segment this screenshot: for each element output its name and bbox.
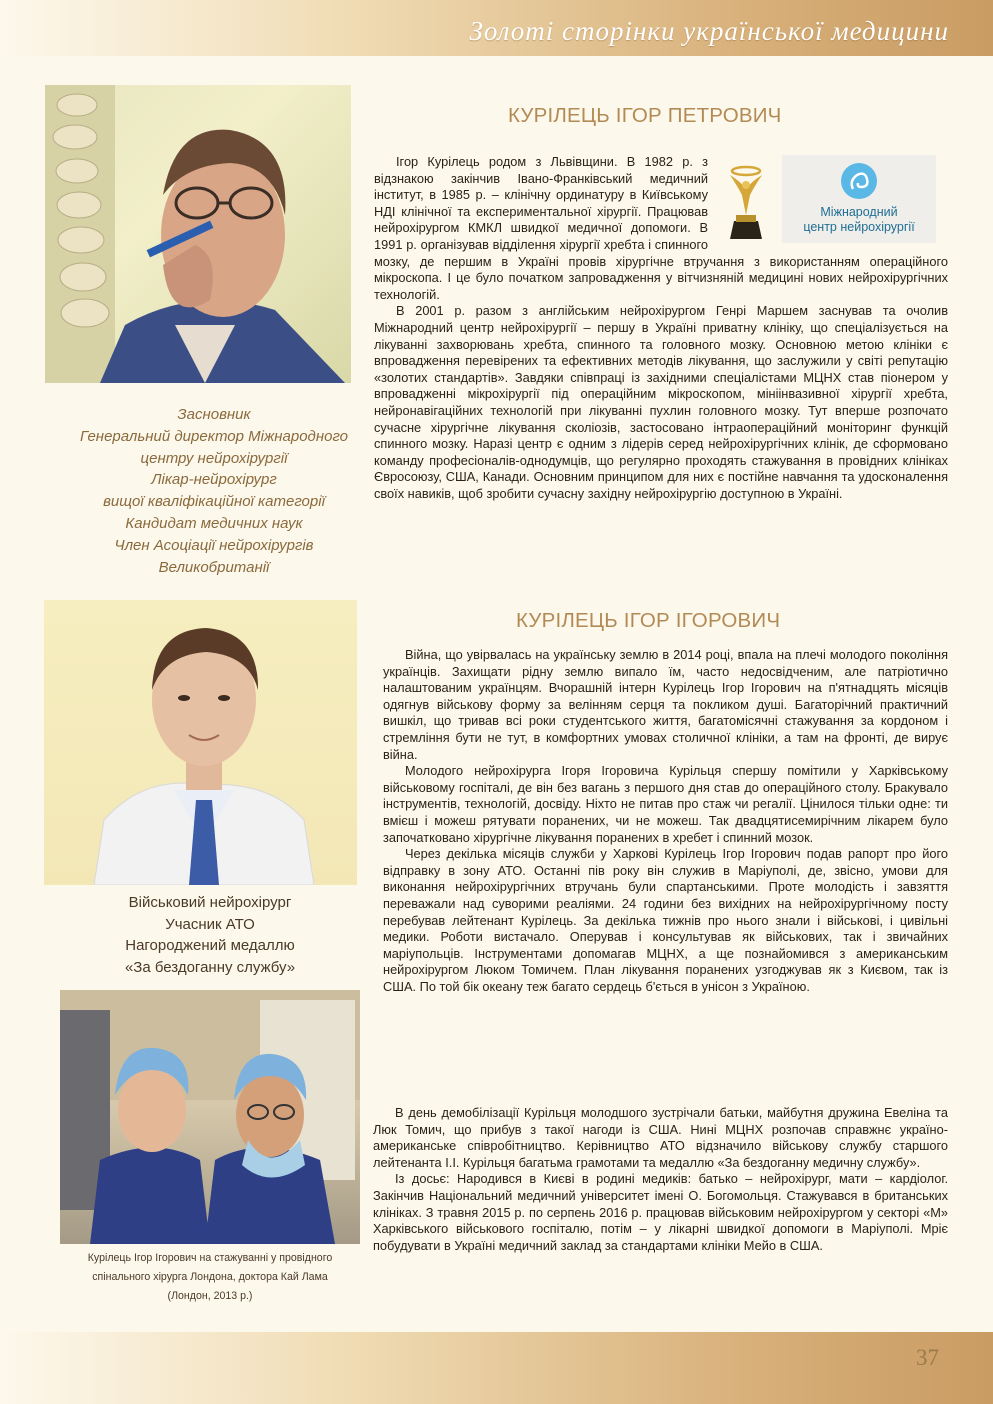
logo-line: Міжнародний xyxy=(820,205,898,219)
person2-bio-part2 xyxy=(373,1105,948,1254)
portrait-ihor-petrovych xyxy=(45,85,351,383)
logos xyxy=(716,155,948,245)
title-line: Військовий нейрохірург xyxy=(128,894,292,911)
neurosurgery-center-logo xyxy=(782,155,936,243)
footer-band xyxy=(0,1332,993,1404)
title-line: Генеральний директор Міжнародного xyxy=(79,427,349,445)
title-line: «За бездоганну службу» xyxy=(124,958,296,976)
bio-paragraph: Ігор Курілець родом з Львівщини. В 1982 р. з відзнакою закінчив Івано-Франківський медичний інститут, в 1985 р. – клінічну ординатуру в Київському НДІ клінічної та експериментальної хірургії. Працював нейрохірургом КМКЛ швидкої медичної допомоги. В 1991 р. організував відділення хірургії хребта і спинного мозку, де першим в Україні провів хірургічне втручання з використанням операційного мікроскопа. І це було початком запровадження у вітчизняній медицині нових нейрохірургічних технологій. xyxy=(374,154,948,302)
title-line: Нагороджений медаллю xyxy=(125,937,295,954)
bio-paragraph: Із досьє: Народився в Києві в родині медиків: батько – нейрохірург, мати – кардіолог. Закінчив Національний медичний університет імені О. Богомольця. Стажувався в британських клініках. З травня 2015 р. по серпень 2016 р. працював військовим нейрохірургом у секторі «М» Харківського військового госпіталю, потім – у лікарні швидкої допомоги в Маріуполі. Мріє побудувати в Україні медичний заклад за стандартами клініки Мейо в США. xyxy=(373,1171,948,1253)
header-title: Золоті сторінки української медицини xyxy=(469,16,949,46)
bio-paragraph: Молодого нейрохірурга Ігоря Ігоровича Курільця спершу помітили у Харківському військовому госпіталі, де він без вагань з першого дня став до операційного столу. Бракувало інструментів, технологій, досвіду. Ніхто не питав про стаж чи регалії. Цінилося тільки одне: ти вмієш і можеш рятувати поранених, чи не можеш. Так двадцятисемирічним лікарем було започатковано хірургічне лікування поранених в хребет і спинний мозок. xyxy=(383,763,948,845)
title-line: Лікар-нейрохірург xyxy=(151,471,277,489)
caption-line: Курілець Ігор Ігорович на стажуванні у провідного xyxy=(87,1252,333,1264)
title-line: Засновник xyxy=(177,406,251,423)
title-line: вищої кваліфікаційної категорії xyxy=(103,493,325,511)
title-line: Великобританії xyxy=(158,558,270,576)
photo-surgeons-london xyxy=(60,990,360,1244)
title-line: Член Асоціації нейрохірургів xyxy=(114,536,314,554)
caption-line: (Лондон, 2013 р.) xyxy=(167,1290,253,1302)
portrait-ihor-ihorovych xyxy=(44,600,357,885)
person2-titles xyxy=(60,892,360,978)
photo3-caption xyxy=(40,1249,380,1306)
logo-line: центр нейрохірургії xyxy=(803,220,915,234)
title-line: Учасник АТО xyxy=(165,915,255,933)
person2-name-heading: КУРІЛЕЦЬ ІГОР ІГОРОВИЧ xyxy=(516,609,781,632)
person1-bio xyxy=(374,154,948,502)
title-line: Кандидат медичних наук xyxy=(125,514,303,532)
person2-bio-part1 xyxy=(383,647,948,995)
bio-paragraph: В день демобілізації Курільця молодшого зустрічали батьки, майбутня дружина Евеліна та Люк Томич, що прибув з такої нагоди із США. Нині МЦНХ розпочав справжнє україно-американське співробітництво. Керівництво АТО відзначило військову службу старшого лейтенанта І.І. Курільця багатьма грамотами та медаллю «За бездоганну медичну службу». xyxy=(373,1105,948,1170)
caption-line: спінального хірурга Лондона, доктора Кай Лама xyxy=(92,1271,328,1283)
person1-name-heading: КУРІЛЕЦЬ ІГОР ПЕТРОВИЧ xyxy=(508,104,782,127)
bio-paragraph: Війна, що увірвалась на українську землю в 2014 році, впала на плечі молодого покоління українців. Захищати рідну землю випало їм, часто недосвідченим, але патріотично налаштованим українцям. Вчорашній інтерн Курілець Ігор Ігорович на п'ятнадцять місяців одягнув військову форму за велінням серця та покликом душі. Багаторічний практичний вишкіл, що тривав всі роки студентського життя, багатомісячні стажування за кордоном і стремління бути не тут, в комфортних умовах столичної клініки, а там на фронті, де вирує війна. xyxy=(383,647,948,762)
person1-titles xyxy=(40,404,388,578)
emmy-award-icon xyxy=(720,161,772,241)
bio-paragraph: В 2001 р. разом з англійським нейрохірургом Генрі Маршем заснував та очолив Міжнародний центр нейрохірургії – першу в Україні приватну клініку, що спеціалізується на лікуванні захворювань хребта, спинного та головного мозку. Основною метою клініки є впровадження перевірених та ефективних методів лікування, що заслужили у світі репутацію «золотих стандартів». Завдяки співпраці із західними спеціалістами МЦНХ став піонером у впровадженні мікрохірургії під операційним мікроскопом, мініінвазивної хірургії хребта, нейронавігаційних технологій при лікуванні пухлин головного мозку. Тут вперше розпочато сучасне хірургічне лікування сколіозів, застосовано інтраопераційний моніторинг функцій спинного мозку. Наразі центр є одним з лідерів серед нейрохірургічних клінік, де сформовано команду професіоналів-однодумців, що регулярно проходять стажування в провідних клініках Євросоюзу, США, Канади. Основним принципом для них є постійне навчання та удосконалення своїх навиків, щоб зробити сучасну західну нейрохірургію доступною в Україні. xyxy=(374,303,948,501)
page-number: 37 xyxy=(916,1345,939,1370)
title-line: центру нейрохірургії xyxy=(140,449,288,467)
neurosurgery-logo-icon xyxy=(839,161,879,201)
bio-paragraph: Через декілька місяців служби у Харкові Курілець Ігор Ігорович подав рапорт про його відправку в зону АТО. Останні пів року він служив в Маріуполі, де, звісно, умови для виконання нейрохірургічних втручань були спартанськими. Проте молодість і завзяття переважали над суворими реаліями. 24 години без вихідних на нейрохірургічному посту перебував лейтенант Курілець. За декілька тижнів про нього знали і військові, і цивільні медики. Роботи вистачало. Оперував і консультував як військових, так і звичайних маріупольців. Інструментами допомагав МЦНХ, а ще познайомився з американським нейрохірургом Люком Томичем. План лікування поранених узгоджував як з Києвом, так із США. По той бік океану теж багато сердець б'ється в унісон з Україною. xyxy=(383,846,948,994)
